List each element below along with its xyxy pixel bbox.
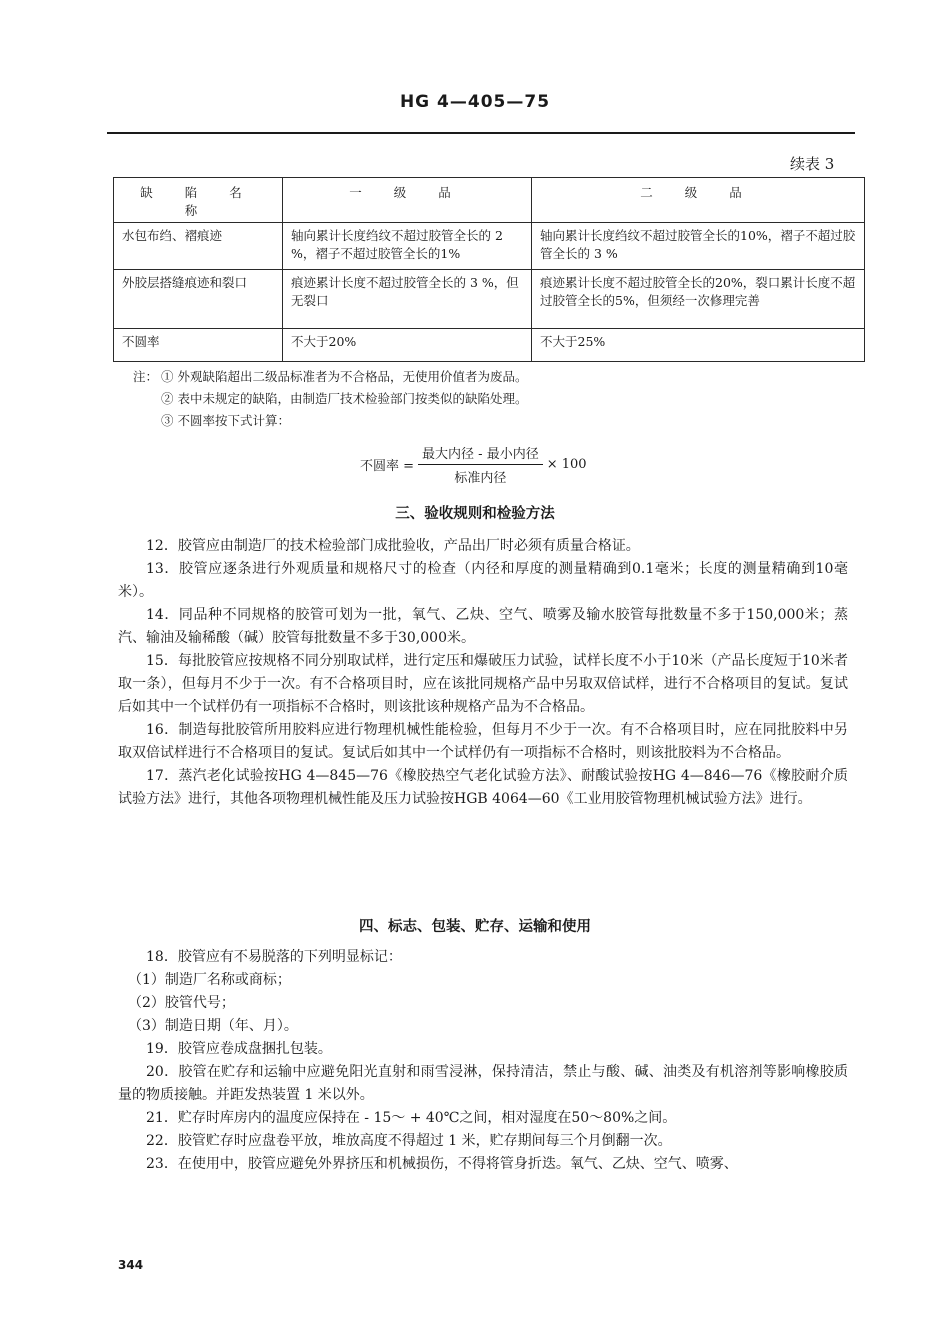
paragraph: 13．胶管应逐条进行外观质量和规格尺寸的检查（内径和厚度的测量精确到0.1毫米；长度的测量精确到10毫米）。: [118, 561, 848, 600]
paragraph: 19．胶管应卷成盘捆扎包装。: [146, 1041, 332, 1057]
ovality-formula: [360, 443, 587, 486]
note-item: [133, 388, 833, 410]
paragraph: 17．蒸汽老化试验按HG 4—845—76《橡胶热空气老化试验方法》、耐酸试验按HG 4—846—76《橡胶耐介质试验方法》进行，其他各项物理机械性能及压力试验按HGB 4064—60《工业用胶管物理机械试验方法》进行。: [118, 768, 848, 807]
paragraph: 23．在使用中，胶管应避免外界挤压和机械损伤，不得将管身折迭。氧气、乙炔、空气、喷雾、: [146, 1156, 738, 1172]
table-cell: 水包布绉、褶痕迹: [114, 223, 283, 270]
defect-table: [113, 177, 865, 362]
formula-fraction: [418, 443, 543, 486]
column-header: 二 级 品: [532, 178, 865, 223]
table-row: [114, 270, 865, 329]
list-item: （3）制造日期（年、月）。: [128, 1018, 298, 1034]
paragraph: 15．每批胶管应按规格不同分别取试样，进行定压和爆破压力试验，试样长度不小于10米（产品长度短于10米者取一条），但每月不少于一次。有不合格项目时，应在该批同规格产品中另取双倍试样，进行不合格项目的复试。复试后如其中一个试样仍有一项指标不合格时，则该批该种规格产品为不合格品。: [118, 653, 848, 715]
document-code: HG 4—405—75: [399, 92, 551, 112]
column-header: 一 级 品: [283, 178, 532, 223]
table-cell: 不圆率: [114, 329, 283, 362]
note-text: ① 外观缺陷超出二级品标准者为不合格品，无使用价值者为废品。: [161, 369, 528, 384]
section-3-body: [118, 535, 848, 811]
paragraph: 16．制造每批胶管所用胶料应进行物理机械性能检验，但每月不少于一次。有不合格项目时，应在同批胶料中另取双倍试样进行不合格项目的复试。复试后如其中一个试样仍有一项指标不合格时，则该批胶料为不合格品。: [118, 722, 848, 761]
formula-lhs: 不圆率 =: [360, 459, 415, 474]
paragraph: 22．胶管贮存时应盘卷平放，堆放高度不得超过 1 米，贮存期间每三个月倒翻一次。: [146, 1133, 672, 1149]
section-title: 四、标志、包装、贮存、运输和使用: [359, 919, 591, 935]
section-4-body: [118, 946, 848, 1176]
note-item: [133, 366, 833, 388]
note-text: ② 表中未规定的缺陷，由制造厂技术检验部门按类似的缺陷处理。: [161, 391, 528, 406]
formula-numerator: 最大内径 - 最小内径: [418, 443, 543, 465]
table-cell: 痕迹累计长度不超过胶管全长的 3 %，但无裂口: [283, 270, 532, 329]
table-cell: 痕迹累计长度不超过胶管全长的20%，裂口累计长度不超过胶管全长的5%，但须经一次修理完善: [532, 270, 865, 329]
table-cell: 轴向累计长度绉纹不超过胶管全长的 2 %，褶子不超过胶管全长的1%: [283, 223, 532, 270]
list-item: （1）制造厂名称或商标；: [128, 972, 291, 988]
table-notes: [133, 366, 833, 432]
table-caption: 续表 3: [790, 155, 835, 173]
formula-denominator: 标准内径: [454, 471, 507, 486]
table-cell: 轴向累计长度绉纹不超过胶管全长的10%，褶子不超过胶管全长的 3 %: [532, 223, 865, 270]
table-row: [114, 223, 865, 270]
notes-label: 注：: [133, 369, 159, 384]
note-text: ③ 不圆率按下式计算：: [161, 413, 290, 428]
paragraph: 14．同品种不同规格的胶管可划为一批，氧气、乙炔、空气、喷雾及输水胶管每批数量不多于150,000米；蒸汽、输油及输稀酸（碱）胶管每批数量不多于30,000米。: [118, 607, 848, 646]
paragraph: 12．胶管应由制造厂的技术检验部门成批验收，产品出厂时必须有质量合格证。: [146, 538, 640, 554]
table-cell: 不大于25%: [532, 329, 865, 362]
paragraph: 18．胶管应有不易脱落的下列明显标记：: [146, 949, 402, 965]
list-item: （2）胶管代号；: [128, 995, 235, 1011]
table-cell: 不大于20%: [283, 329, 532, 362]
table-cell: 外胶层搭缝痕迹和裂口: [114, 270, 283, 329]
formula-suffix: × 100: [546, 457, 587, 472]
page-number: 344: [118, 1258, 144, 1272]
section-title: 三、验收规则和检验方法: [395, 506, 555, 522]
table-row: [114, 329, 865, 362]
paragraph: 21．贮存时库房内的温度应保持在 - 15～ + 40℃之间，相对湿度在50～80%之间。: [146, 1110, 677, 1126]
note-item: [133, 410, 833, 432]
table-header-row: [114, 178, 865, 223]
header-rule: [107, 132, 855, 134]
paragraph: 20．胶管在贮存和运输中应避免阳光直射和雨雪浸淋，保持清洁，禁止与酸、碱、油类及有机溶剂等影响橡胶质量的物质接触。并距发热装置 1 米以外。: [118, 1064, 848, 1103]
column-header: 缺 陷 名 称: [114, 178, 283, 223]
